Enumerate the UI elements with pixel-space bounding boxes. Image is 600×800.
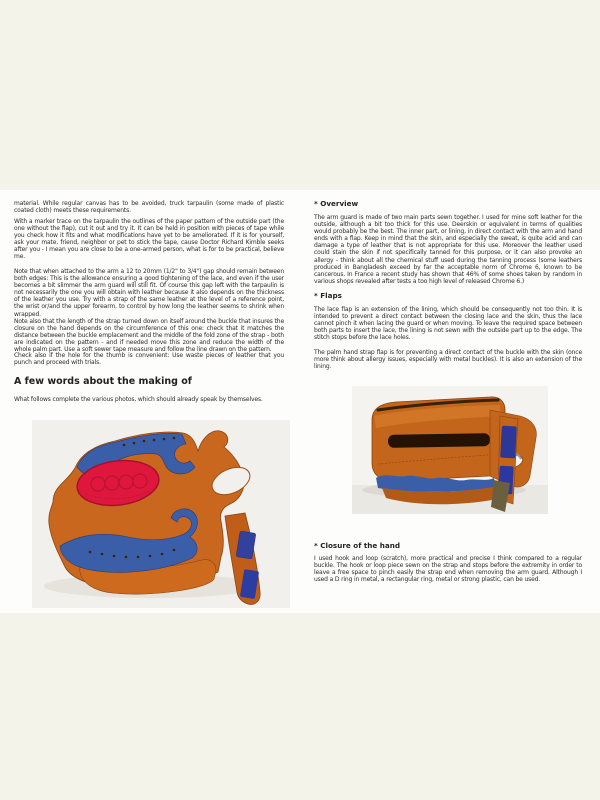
closure-heading: * Closure of the hand xyxy=(314,541,400,550)
page-spread xyxy=(0,190,600,613)
paragraph: The lace flap is an extension of the lining, which should be consequently not too thin. It is intended to prevent a direct contact between the closing lace and the skin, thus the lace cannot pinch it when lacing the guard or when moving. To leave the required space between both parts to insert the lace, the lining is not sewn with the outside part up to the edge. The stitch stops before the lace holes. xyxy=(314,306,582,342)
paragraph: material. While regular canvas has to be avoided, truck tarpaulin (some made of plastic coated cloth) meets these requirements. xyxy=(14,200,284,215)
arm-guard-rolled-illustration xyxy=(352,386,548,514)
flaps-heading: * Flaps xyxy=(314,291,342,300)
paragraph: Check also if the hole for the thumb is convenient: Use waste pieces of leather that you punch and proceed with trials. xyxy=(14,352,284,367)
photo-arm-guard-rolled xyxy=(352,386,548,514)
right-page xyxy=(314,190,582,613)
photo-arm-guard-flat xyxy=(32,420,290,608)
overview-heading: * Overview xyxy=(314,199,359,208)
left-page xyxy=(14,190,284,613)
arm-guard-flat-illustration xyxy=(32,420,290,608)
paragraph: With a marker trace on the tarpaulin the outlines of the paper pattern of the outside part (the one without the flap), cut it out and try it. It can be held in position with pieces of tape while you check how it fits and what modifications have yet to be ameliorated. If it is for yourself, ask your mate, friend, neighbor or pet to stick the tape, cause Doctor Richard Kimble seeks after you - I mean you are close to be a one-armed person, what is for to be practical, believe me. xyxy=(14,218,284,261)
making-of-heading: A few words about the making of xyxy=(14,376,192,387)
paragraph: What follows complete the various photos, which should already speak by themselves. xyxy=(14,396,263,403)
paragraph: Note that when attached to the arm a 12 to 20mm (1/2" to 3/4") gap should remain between both edges: This is the allowance ensuring a good tightening of the lace, and even if the user becomes a bit slimmer the arm guard will still fit. Of course this gap left with the tarpaulin is not necessarily the one you will obtain with leather because it also depends on the thickness of the leather you use. Try with a strap of the same leather at the level of a reference point, the wrist or/and the upper forearm, to control by how long the leather seems to shrink when wrapped. xyxy=(14,268,284,318)
paragraph: I used hook and loop (scratch), more practical and precise I think compared to a regular buckle. The hook or loop piece sewn on the strap and stops before the extremity in order to leave a free space to pinch easily the strap end when removing the arm guard. Although I used a D ring in metal, a rectangular ring, metal or strong plastic, can be used. xyxy=(314,555,582,584)
paragraph: The palm hand strap flap is for preventing a direct contact of the buckle with the skin (once more think about allergy issues, especially with metal buckles). It is also an extension of the lining. xyxy=(314,349,582,371)
paragraph: The arm guard is made of two main parts sewn together. I used for mine soft leather for the outside, although a bit too thick for this use. Deerskin or equivalent in terms of qualities would probably be the best. The inner part, or lining, in direct contact with the arm and hand ends with a flap. Keep in mind that the skin, and especially the sweat, is quite acid and can damage a type of leather that is not appropriate for this use. Moreover the leather used could stain the skin if not specifically tanned for this purpose, or it can also provoke an allergy - think about all the chemical stuff used during the tanning process (some leathers produced in Bangladesh exceed by far the acceptable norm of Chrome 6, known to be cancerous. In France a recent study has shown that 46% of some shoes taken by random in various shops revealed after tests a too high level of released Chrome 6.) xyxy=(314,214,582,285)
paragraph: Note also that the length of the strap turned down on itself around the buckle that insures the closure on the hand depends on the circumference of this one: check that it matches the distance between the buckle emplacement and the middle of the fold zone of the strap - both are indicated on the pattern - and if needed move this zone and reduce the width of the whole palm part. Use a soft sewer tape measure and follow the line drawn on the pattern. xyxy=(14,318,284,354)
